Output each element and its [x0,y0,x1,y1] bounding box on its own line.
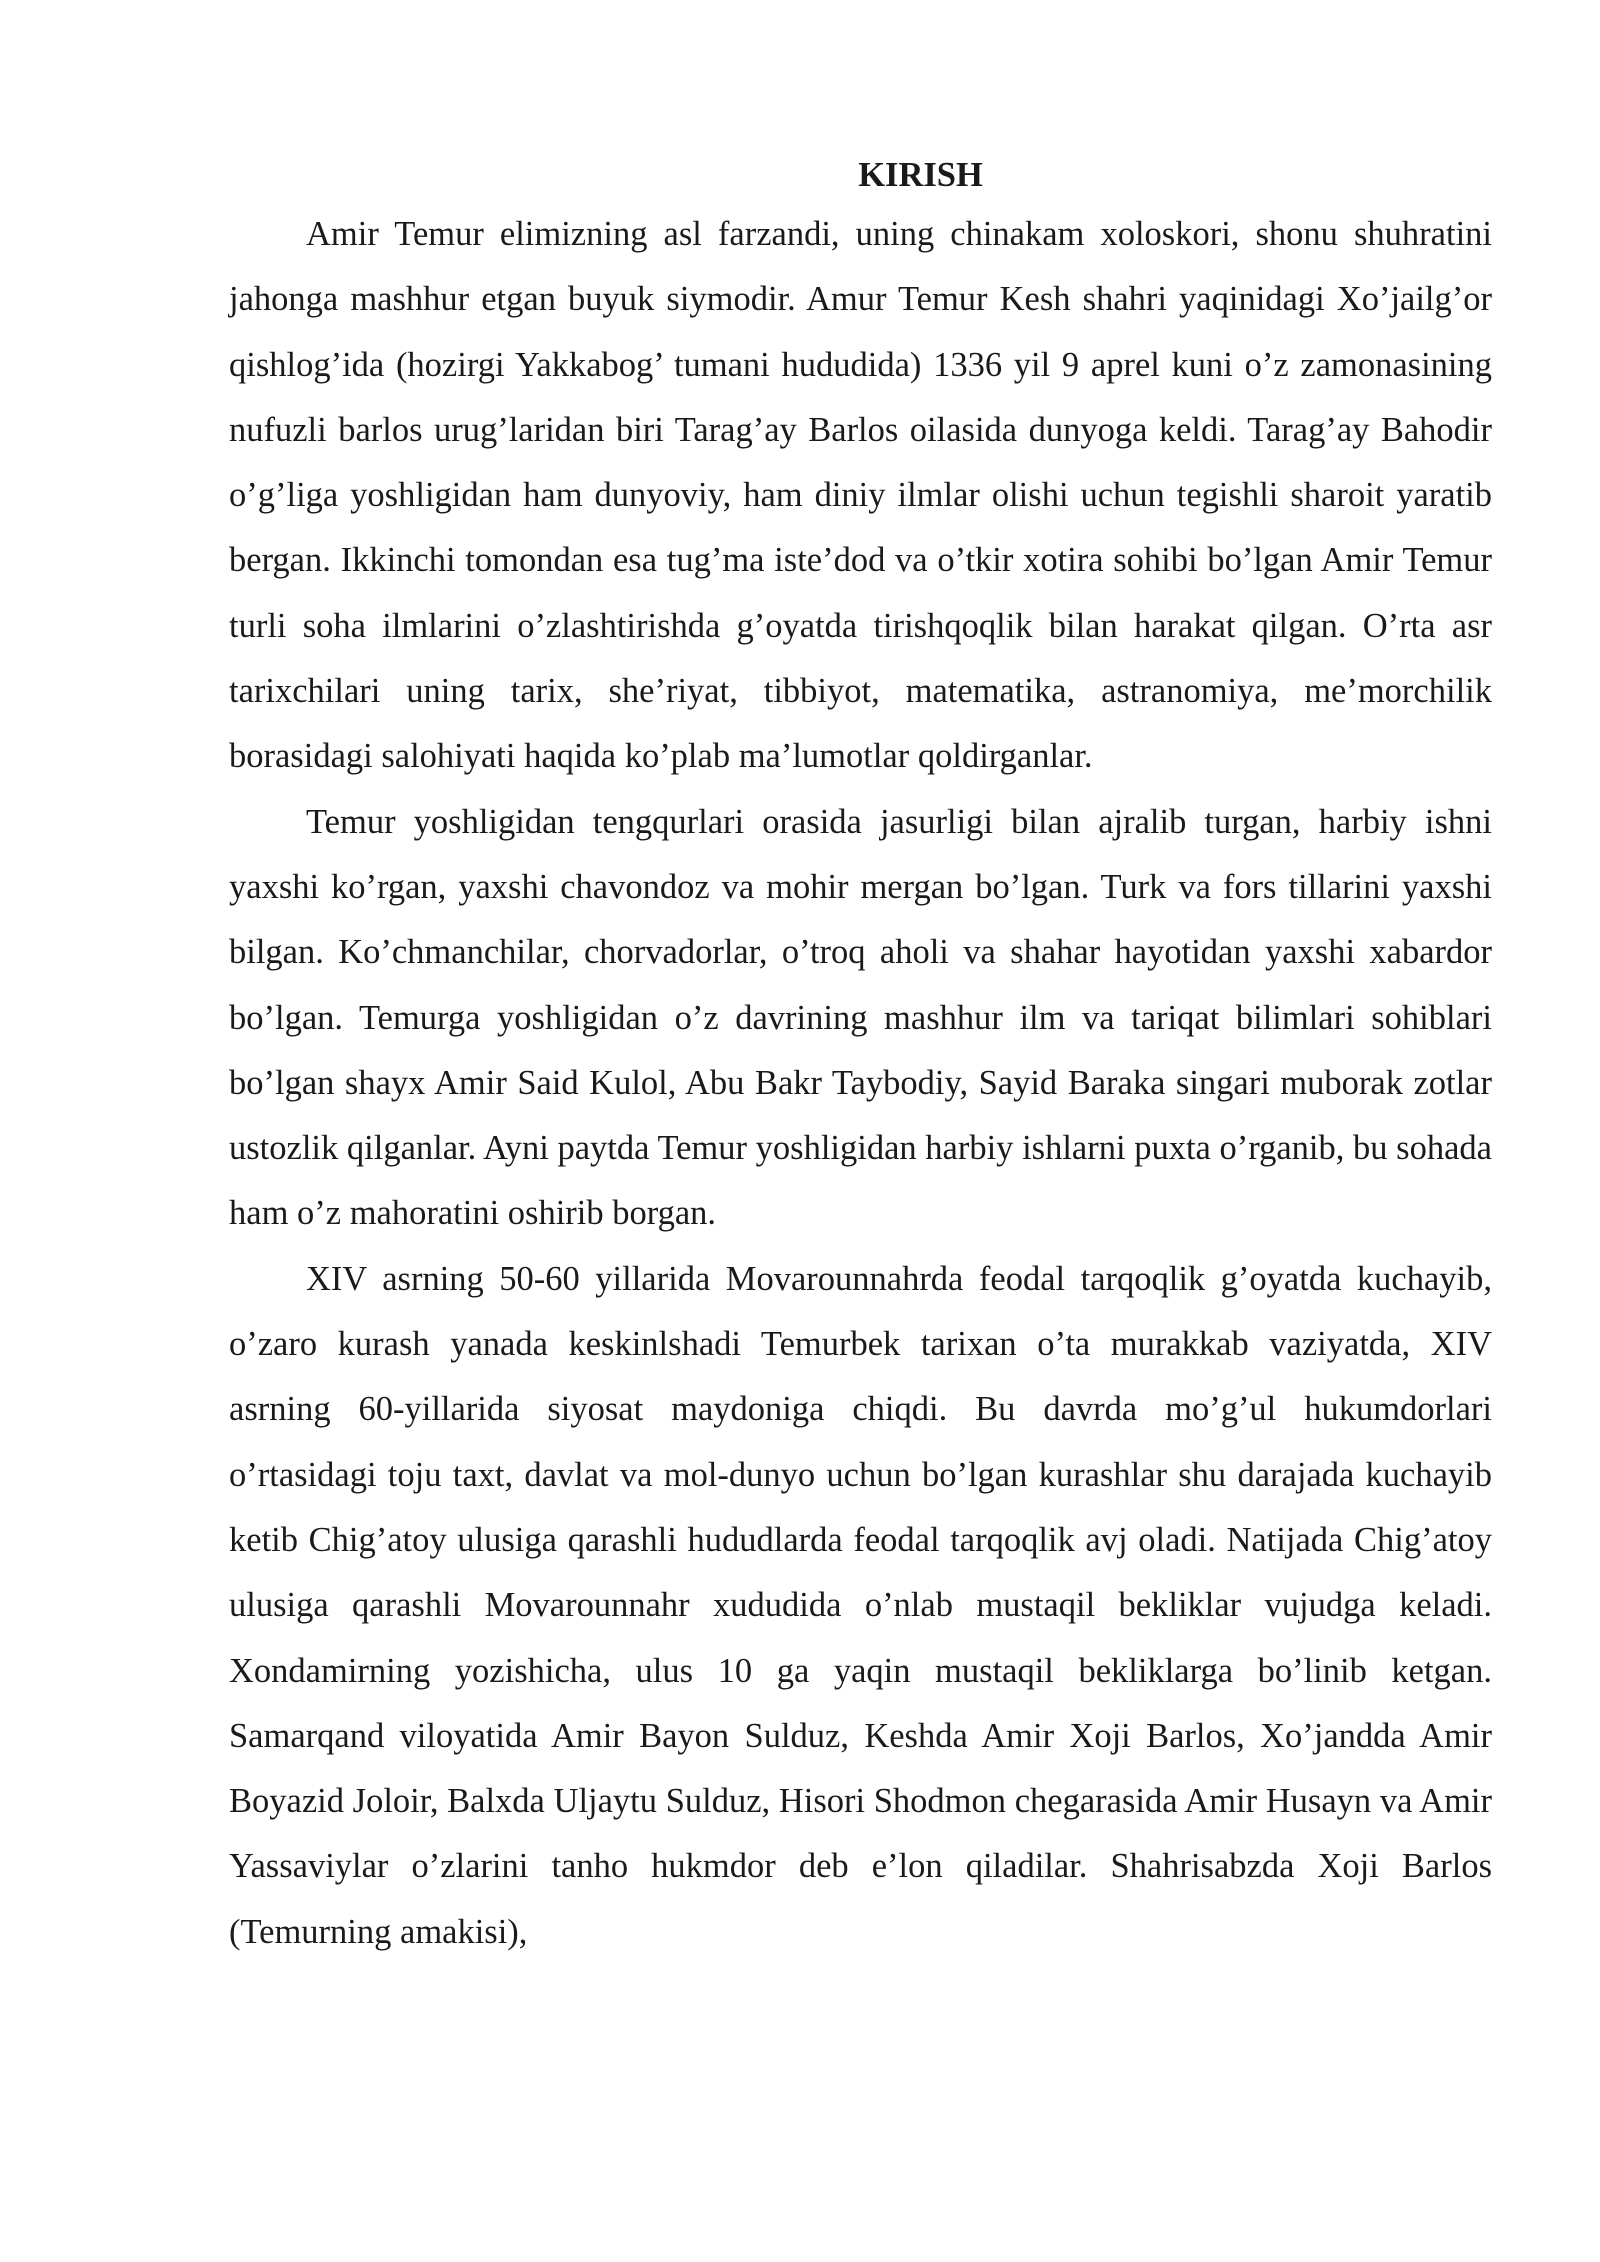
paragraph-2: Temur yoshligidan tengqurlari orasida jasurligi bilan ajralib turgan, harbiy ishni yaxshi ko’rgan, yaxshi chavondoz va mohir mergan bo’lgan. Turk va fors tillarini yaxshi bilgan. Ko’chmanchilar, chorvadorlar, o’troq aholi va shahar hayotidan yaxshi xabardor bo’lgan. Temurga yoshligidan o’z davrining mashhur ilm va tariqat bilimlari sohiblari bo’lgan shayx Amir Said Kulol, Abu Bakr Taybodiy, Sayid Baraka singari muborak zotlar ustozlik qilganlar. Ayni paytda Temur yoshligidan harbiy ishlarni puxta o’rganib, bu sohada ham o’z mahoratini oshirib borgan. [229,802,1492,1233]
document-body [229,148,1492,1965]
paragraph-3: XIV asrning 50-60 yillarida Movarounnahrda feodal tarqoqlik g’oyatda kuchayib, o’zaro kurash yanada keskinlshadi Temurbek tarixan o’ta murakkab vaziyatda, XIV asrning 60-yillarida siyosat maydoniga chiqdi. Bu davrda mo’g’ul hukumdorlari o’rtasidagi toju taxt, davlat va mol-dunyo uchun bo’lgan kurashlar shu darajada kuchayib ketib Chig’atoy ulusiga qarashli hududlarda feodal tarqoqlik avj oladi. Natijada Chig’atoy ulusiga qarashli Movarounnahr xududida o’nlab mustaqil bekliklar vujudga keladi. Xondamirning yozishicha, ulus 10 ga yaqin mustaqil bekliklarga bo’linib ketgan. Samarqand viloyatida Amir Bayon Sulduz, Keshda Amir Xoji Barlos, Xo’jandda Amir Boyazid Joloir, Balxda Uljaytu Sulduz, Hisori Shodmon chegarasida Amir Husayn va Amir Yassaviylar o’zlarini tanho hukmdor deb e’lon qiladilar. Shahrisabzda Xoji Barlos (Temurning amakisi), [229,1259,1492,1951]
section-title: KIRISH [858,156,983,194]
paragraph-1: Amir Temur elimizning asl farzandi, uning chinakam xoloskori, shonu shuhratini jahonga mashhur etgan buyuk siymodir. Amur Temur Kesh shahri yaqinidagi Xo’jailg’or qishlog’ida (hozirgi Yakkabog’ tumani hududida) 1336 yil 9 aprel kuni o’z zamonasining nufuzli barlos urug’laridan biri Tarag’ay Barlos oilasida dunyoga keldi. Tarag’ay Bahodir o’g’liga yoshligidan ham dunyoviy, ham diniy ilmlar olishi uchun tegishli sharoit yaratib bergan. Ikkinchi tomondan esa tug’ma iste’dod va o’tkir xotira sohibi bo’lgan Amir Temur turli soha ilmlarini o’zlashtirishda g’oyatda tirishqoqlik bilan harakat qilgan. O’rta asr tarixchilari uning tarix, she’riyat, tibbiyot, matematika, astranomiya, me’morchilik borasidagi salohiyati haqida ko’plab ma’lumotlar qoldirganlar. [229,215,1492,776]
